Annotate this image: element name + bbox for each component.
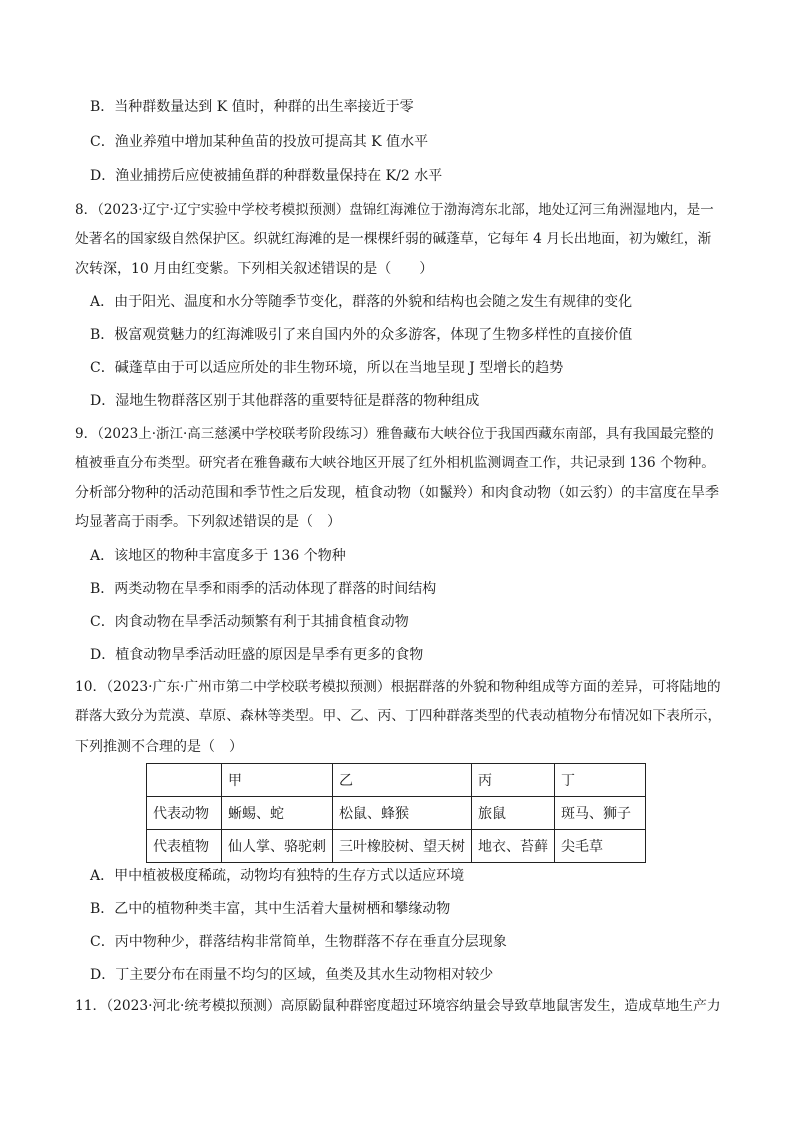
table-cell: 旅鼠 xyxy=(472,797,555,830)
q8-stem-line-3: 次转深，10 月由红变紫。下列相关叙述错误的是（ ） xyxy=(75,261,434,277)
table-cell: 代表植物 xyxy=(147,830,222,863)
table-header-cell: 丙 xyxy=(472,764,555,797)
q10-option-a: A．甲中植被极度稀疏，动物均有独特的生存方式以适应环境 xyxy=(90,868,465,884)
q10-stem-line-2: 群落大致分为荒漠、草原、森林等类型。甲、乙、丙、丁四种群落类型的代表动植物分布情况如下表所示， xyxy=(75,708,722,724)
q9-option-a: A．该地区的物种丰富度多于 136 个物种 xyxy=(90,548,346,564)
table-cell: 尖毛草 xyxy=(555,830,646,863)
q10-stem-line-3: 下列推测不合理的是（ ） xyxy=(75,739,243,755)
q8-option-c: C．碱蓬草由于可以适应所处的非生物环境，所以在当地呈现 J 型增长的趋势 xyxy=(90,360,564,376)
q9-option-b: B．两类动物在旱季和雨季的活动体现了群落的时间结构 xyxy=(90,581,437,597)
q8-option-a: A．由于阳光、温度和水分等随季节变化，群落的外貌和结构也会随之发生有规律的变化 xyxy=(90,294,633,310)
q9-option-d: D．植食动物旱季活动旺盛的原因是旱季有更多的食物 xyxy=(90,647,424,663)
table-header-cell xyxy=(147,764,222,797)
q7-option-d: D．渔业捕捞后应使被捕鱼群的种群数量保持在 K/2 水平 xyxy=(90,168,443,184)
table-cell: 三叶橡胶树、望天树 xyxy=(333,830,472,863)
table-header-row xyxy=(147,764,646,797)
q7-option-c: C．渔业养殖中增加某种鱼苗的投放可提高其 K 值水平 xyxy=(90,134,429,150)
q9-stem-line-1: 9．（2023上·浙江·高三慈溪中学校联考阶段练习）雅鲁藏布大峡谷位于我国西藏东南部，具有我国最完整的 xyxy=(75,426,714,442)
table-cell: 松鼠、蜂猴 xyxy=(333,797,472,830)
table-header-cell: 甲 xyxy=(222,764,333,797)
table-header-cell: 乙 xyxy=(333,764,472,797)
table-row xyxy=(147,797,646,830)
table-header-cell: 丁 xyxy=(555,764,646,797)
table-row xyxy=(147,830,646,863)
q10-option-d: D．丁主要分布在雨量不均匀的区域，鱼类及其水生动物相对较少 xyxy=(90,967,494,983)
table-cell: 地衣、苔藓 xyxy=(472,830,555,863)
q10-stem-line-1: 10．（2023·广东·广州市第二中学校联考模拟预测）根据群落的外貌和物种组成等方面的差异，可将陆地的 xyxy=(75,679,721,695)
table-cell: 代表动物 xyxy=(147,797,222,830)
q8-stem-line-1: 8．（2023·辽宁·辽宁实验中学校考模拟预测）盘锦红海滩位于渤海湾东北部，地处辽河三角洲湿地内，是一 xyxy=(75,202,714,218)
q10-option-c: C．丙中物种少，群落结构非常简单，生物群落不存在垂直分层现象 xyxy=(90,934,507,950)
q9-stem-line-4: 均显著高于雨季。下列叙述错误的是（ ） xyxy=(75,514,341,530)
q9-stem-line-2: 植被垂直分布类型。研究者在雅鲁藏布大峡谷地区开展了红外相机监测调查工作，共记录到 136 个物种。 xyxy=(75,455,715,471)
q8-stem-line-2: 处著名的国家级自然保护区。织就红海滩的是一棵棵纤弱的碱蓬草，它每年 4 月长出地面，初为嫩红，渐 xyxy=(75,231,712,247)
q9-stem-line-3: 分析部分物种的活动范围和季节性之后发现，植食动物（如鬣羚）和肉食动物（如云豹）的丰富度在旱季 xyxy=(75,485,719,501)
q9-option-c: C．肉食动物在旱季活动频繁有利于其捕食植食动物 xyxy=(90,614,409,630)
q11-stem-line-1: 11．（2023·河北·统考模拟预测）高原鼢鼠种群密度超过环境容纳量会导致草地鼠害发生，造成草地生产力 xyxy=(75,998,721,1014)
q8-option-d: D．湿地生物群落区别于其他群落的重要特征是群落的物种组成 xyxy=(90,393,480,409)
q7-option-b: B．当种群数量达到 K 值时，种群的出生率接近于零 xyxy=(90,99,414,115)
table-cell: 蜥蜴、蛇 xyxy=(222,797,333,830)
community-table xyxy=(146,763,646,863)
q10-option-b: B．乙中的植物种类丰富，其中生活着大量树栖和攀缘动物 xyxy=(90,901,451,917)
table-cell: 斑马、狮子 xyxy=(555,797,646,830)
q8-option-b: B．极富观赏魅力的红海滩吸引了来自国内外的众多游客，体现了生物多样性的直接价值 xyxy=(90,327,633,343)
table-cell: 仙人掌、骆驼刺 xyxy=(222,830,333,863)
